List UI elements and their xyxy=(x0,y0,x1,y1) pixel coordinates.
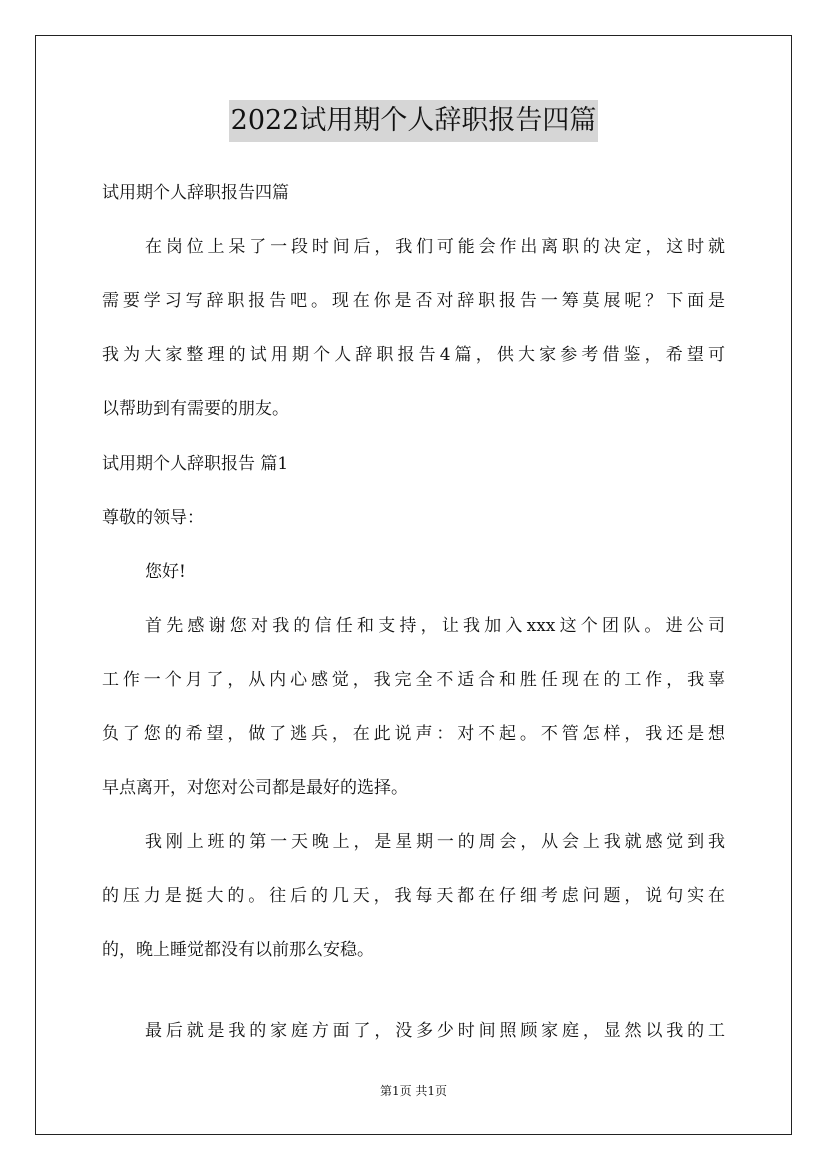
intro-line-3: 我为大家整理的试用期个人辞职报告4篇，供大家参考借鉴，希望可 xyxy=(102,345,725,365)
intro-line-1: 在岗位上呆了一段时间后，我们可能会作出离职的决定，这时就 xyxy=(145,237,725,257)
para2-line-3: 的，晚上睡觉都没有以前那么安稳。 xyxy=(102,940,374,960)
document-title: 2022试用期个人辞职报告四篇 xyxy=(229,100,599,142)
para3-line-1: 最后就是我的家庭方面了，没多少时间照顾家庭，显然以我的工 xyxy=(145,1021,725,1041)
para1-line-4: 早点离开，对您对公司都是最好的选择。 xyxy=(102,778,408,798)
greeting: 您好! xyxy=(145,562,186,582)
para2-line-2: 的压力是挺大的。往后的几天，我每天都在仔细考虑问题，说句实在 xyxy=(102,886,725,906)
para1-line-3: 负了您的希望，做了逃兵，在此说声：对不起。不管怎样，我还是想 xyxy=(102,724,725,744)
para2-line-1: 我刚上班的第一天晚上，是星期一的周会，从会上我就感觉到我 xyxy=(145,832,725,852)
intro-line-2: 需要学习写辞职报告吧。现在你是否对辞职报告一筹莫展呢？下面是 xyxy=(102,291,725,311)
para1-line-2: 工作一个月了，从内心感觉，我完全不适合和胜任现在的工作，我辜 xyxy=(102,670,725,690)
para1-line-1: 首先感谢您对我的信任和支持，让我加入xxx这个团队。进公司 xyxy=(145,616,725,636)
title-container xyxy=(0,100,827,142)
intro-line-4: 以帮助到有需要的朋友。 xyxy=(102,399,289,419)
document-subtitle: 试用期个人辞职报告四篇 xyxy=(102,183,289,203)
section-heading: 试用期个人辞职报告 篇1 xyxy=(102,454,289,474)
salutation: 尊敬的领导： xyxy=(102,508,204,528)
page-footer: 第1页 共1页 xyxy=(379,1084,448,1098)
